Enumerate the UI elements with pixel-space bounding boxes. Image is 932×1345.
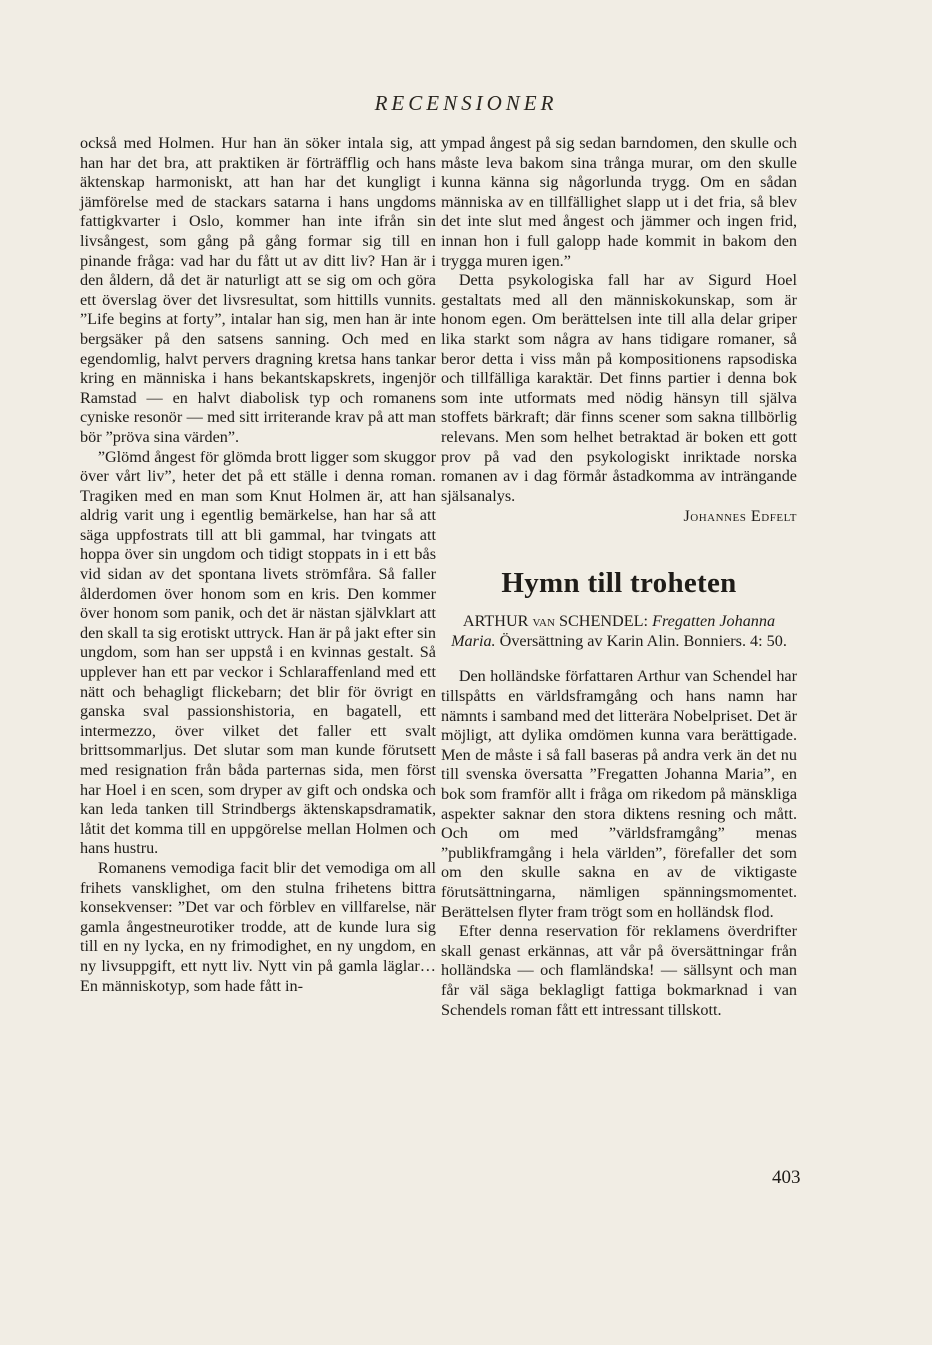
paragraph: Efter denna reservation för reklamens överdrifter skall genast erkännas, att vår på översättningar från holländska — och flamländska! — sällsynt och man får väl säga beklagligt fattiga bokmarknad i van Schendels roman fått ett intressant tillskott.: [441, 922, 797, 1019]
review-title: Hymn till troheten: [501, 566, 737, 599]
paragraph: Detta psykologiska fall har av Sigurd Hoel gestaltats med all den människokunskap, som är honom egen. Om berättelsen inte till alla delar griper lika starkt som några av hans tidigare romaner, så beror detta i viss mån på kompositionens rapsodiska och tillfälliga karaktär. Det finns partier i denna bok som inte utformats med nödig hänsyn till själva stoffets bärkraft; där finns scener som sakna tillbörlig relevans. Men som helhet betraktad är boken ett gott prov på vad den psykologiskt inriktade norska romanen av i dag förmår åstadkomma av inträngande själsanalys.: [441, 271, 797, 505]
book-details: Översättning av Karin Alin. Bonniers. 4: 50.: [499, 632, 787, 651]
right-column: [441, 134, 797, 1020]
paragraph: ”Glömd ångest för glömda brott ligger som skuggor över vårt liv”, heter det på ett ställe i denna roman. Tragiken med en man som Knut Holmen är, att han aldrig varit ung i egentlig bemärkelse, han har så att säga uppfostrats till att bli gammal, har tvingats att hoppa över sin ungdom och tidigt stoppats in i ett bås vid sidan av det spontana livets strömfåra. Så faller ålderdomen över honom som en kris. Den kommer över honom som panik, och det är nästan självklart att den skall ta sig erotiskt uttryck. Han är på jakt efter sin ungdom, som han ser uppstå i en kvinnas gestalt. Så upplever han ett par veckor i Schlaraffenland med ett nätt och behagligt flickebarn; det blir för övrigt en ganska sval passionshistoria, en bagatell, ett intermezzo, över vilket det faller ett svalt brittsommarljus. Det slutar som man kunde förutsett med resignation från båda parternas sida, men först har Hoel i en scen, som dryper av gift och ondska och kan leda tanken till Strindbergs äktenskapsdramatik, låtit det komma till en uppgörelse mellan Holmen och hans hustru.: [80, 447, 436, 858]
book-title: Fregatten Johanna Maria.: [451, 612, 776, 651]
page-number: 403: [772, 1167, 801, 1188]
reviewer-signature: Johannes Edfelt: [683, 507, 797, 526]
paragraph: Romanens vemodiga facit blir det vemodiga om all frihets vansklighet, om den stulna frihetens bittra konsekvenser: ”Det var och förblev en villfarelse, när gamla ångestneurotiker trodde, att de kunde lura sig till en ny lycka, en ny frimodighet, en ny ungdom, en ny livsuppgift, ett nytt liv. Nytt vin på gamla läglar… En människotyp, som hade fått in-: [80, 858, 436, 995]
paragraph: också med Holmen. Hur han än söker intala sig, att han har det bra, att praktiken är förträfflig och hans äktenskap harmoniskt, att han har det kungligt i jämförelse med de stackars satarna i hans ungdoms fattigkvarter i Oslo, kommer han inte ifrån sin livsångest, som gång på gång formar sig till en pinande fråga: vad har du fått ut av ditt liv? Han är i den åldern, då det är naturligt att se sig om och göra ett överslag över det livsresultat, som hittills vunnits. ”Life begins at forty”, intalar han sig, men han är inte bergsäker på den satsens sanning. Och med en egendomlig, halvt pervers dragning kretsa hans tankar kring en människa i hans bekantskapskrets, ingenjör Ramstad — en halvt diabolisk typ och romanens cyniske resonör — med sitt irriterande krav på att man bör ”pröva sina värden”.: [80, 134, 436, 446]
paragraph: ympad ångest på sig sedan barndomen, den skulle och måste leva bakom sina trånga murar, om den skulle kunna känna sig någorlunda trygg. Om en sådan människa av en tillfällighet slapp ut i det fria, så blev det inte slut med ångest och jämmer och ingen frid, innan hon i full galopp hade kommit in bakom den trygga muren igen.”: [441, 134, 797, 270]
bibliographic-info: [441, 611, 797, 651]
paragraph: Den holländske författaren Arthur van Schendel har tillspåtts en världsframgång och hans namn har nämnts i samband med det litterära Nobelpriset. Det är möjligt, att dylika omdömen kunna vara berättigade. Men de måste i så fall baseras på andra verk än det nu till svenska översatta ”Fregatten Johanna Maria”, en bok som framför allt i fråga om rikedom på mänskliga aspekter saknar den stora diktens resning och mått. Och om med ”världsframgång” menas ”publikframgång i hela världen”, förefaller det som om den skulle sakna en av de viktigaste förutsättningarna, nämligen spänningsmomentet. Berättelsen flyter fram trögt som en holländsk flod.: [441, 667, 797, 921]
left-column: [80, 134, 436, 996]
running-header: RECENSIONER: [374, 91, 558, 115]
book-author: ARTHUR van SCHENDEL:: [462, 612, 649, 631]
